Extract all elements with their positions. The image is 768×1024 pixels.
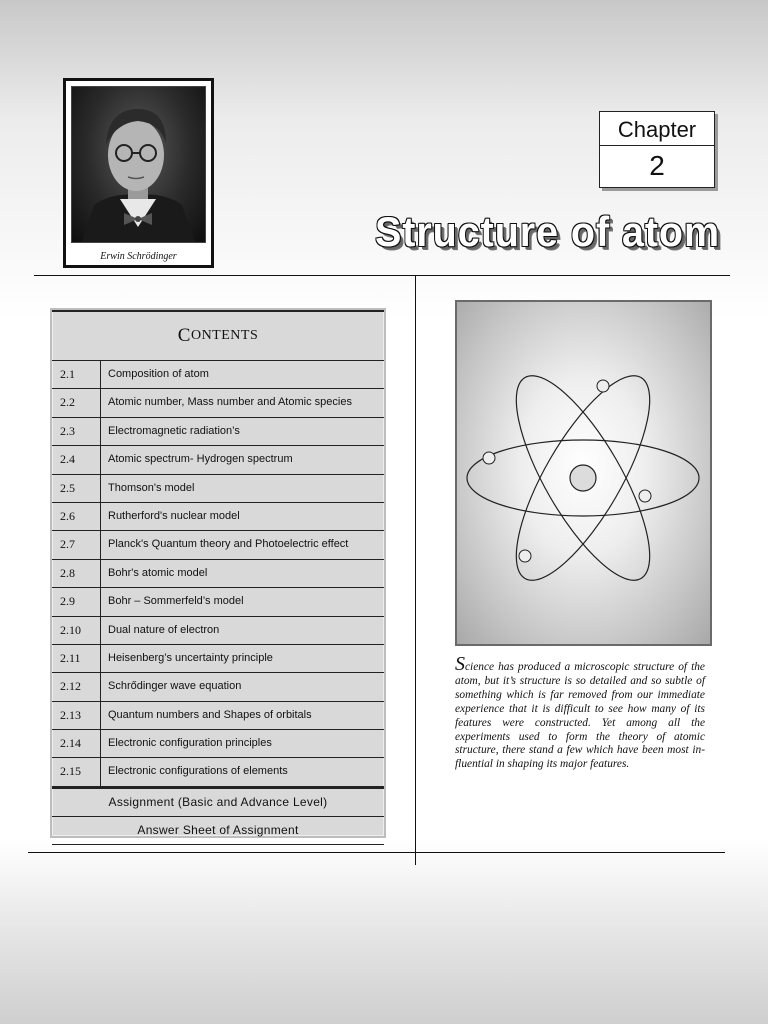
- contents-heading-initial: C: [177, 325, 191, 346]
- contents-row[interactable]: [52, 702, 384, 730]
- section-number: 2.15: [52, 758, 101, 785]
- section-number: 2.7: [52, 531, 101, 558]
- section-number: 2.2: [52, 389, 101, 416]
- section-number: 2.11: [52, 645, 101, 672]
- section-title: Bohr's atomic model: [108, 566, 208, 579]
- contents-row[interactable]: [52, 588, 384, 616]
- section-title: Thomson's model: [108, 481, 195, 494]
- intro-quote: [455, 653, 705, 772]
- contents-heading: [52, 310, 384, 361]
- quote-text: cience has produced a microscopic structure of the atom, but it’s structure is so detailed and so subtle of something which is far removed from our immediate experience that it is difficult to see how many of its features were constructed. Yet among all the experiments used to form the theory of atomic structure, there stand a few which have been most in-fluential in shaping its major features.: [455, 661, 705, 771]
- section-title: Rutherford's nuclear model: [108, 509, 240, 522]
- nucleus-icon: [570, 465, 596, 491]
- section-title: Quantum numbers and Shapes of orbitals: [108, 708, 312, 721]
- section-title: Bohr – Sommerfeld’s model: [108, 595, 244, 608]
- section-title: Planck's Quantum theory and Photoelectric effect: [108, 538, 349, 551]
- atom-icon: [457, 302, 710, 644]
- chapter-number: 2: [649, 150, 665, 181]
- section-number: 2.5: [52, 475, 101, 502]
- electron-icon: [519, 550, 531, 562]
- contents-row[interactable]: [52, 389, 384, 417]
- section-title: Composition of atom: [108, 368, 209, 380]
- quote-initial: S: [455, 653, 465, 675]
- contents-row[interactable]: [52, 446, 384, 474]
- electron-icon: [597, 380, 609, 392]
- section-number: 2.3: [52, 418, 101, 445]
- section-number: 2.10: [52, 617, 101, 644]
- contents-row[interactable]: [52, 361, 384, 389]
- contents-list: [52, 361, 384, 787]
- contents-row[interactable]: [52, 645, 384, 673]
- schrodinger-photo: [71, 86, 206, 243]
- section-title: Electronic configurations of elements: [108, 765, 288, 778]
- electron-icon: [639, 490, 651, 502]
- electron-icon: [483, 452, 495, 464]
- contents-row[interactable]: [52, 673, 384, 701]
- contents-heading-rest: ONTENTS: [190, 328, 259, 343]
- contents-row[interactable]: [52, 560, 384, 588]
- contents-table: [50, 308, 386, 838]
- section-title: Atomic spectrum- Hydrogen spectrum: [108, 453, 293, 466]
- answer-sheet-row[interactable]: Answer Sheet of Assignment: [52, 817, 384, 845]
- column-divider: [415, 275, 416, 865]
- section-number: 2.12: [52, 673, 101, 700]
- section-title: Schrődinger wave equation: [108, 680, 242, 693]
- top-divider: [34, 275, 730, 276]
- section-number: 2.4: [52, 446, 101, 473]
- assignment-row[interactable]: Assignment (Basic and Advance Level): [52, 787, 384, 817]
- contents-row[interactable]: [52, 730, 384, 758]
- section-number: 2.6: [52, 503, 101, 530]
- contents-row[interactable]: [52, 531, 384, 559]
- section-number: 2.1: [52, 361, 101, 388]
- portrait-caption: Erwin Schrödinger: [100, 251, 177, 262]
- atom-illustration: [455, 300, 712, 646]
- section-number: 2.8: [52, 560, 101, 587]
- contents-row[interactable]: [52, 475, 384, 503]
- section-title: Dual nature of electron: [108, 623, 220, 636]
- section-number: 2.9: [52, 588, 101, 615]
- portrait-frame: [63, 78, 214, 268]
- bottom-divider: [28, 852, 725, 853]
- chapter-box: [599, 111, 715, 188]
- section-title: Electronic configuration principles: [108, 737, 272, 750]
- chapter-label: Chapter: [600, 112, 714, 146]
- contents-row[interactable]: [52, 617, 384, 645]
- section-number: 2.14: [52, 730, 101, 757]
- section-title: Atomic number, Mass number and Atomic species: [108, 396, 352, 409]
- chapter-title: Structure of atom: [374, 208, 720, 255]
- contents-row[interactable]: [52, 503, 384, 531]
- section-number: 2.13: [52, 702, 101, 729]
- contents-row[interactable]: [52, 418, 384, 446]
- contents-row[interactable]: [52, 758, 384, 786]
- section-title: Heisenberg’s uncertainty principle: [108, 651, 273, 664]
- section-title: Electromagnetic radiation’s: [108, 424, 240, 437]
